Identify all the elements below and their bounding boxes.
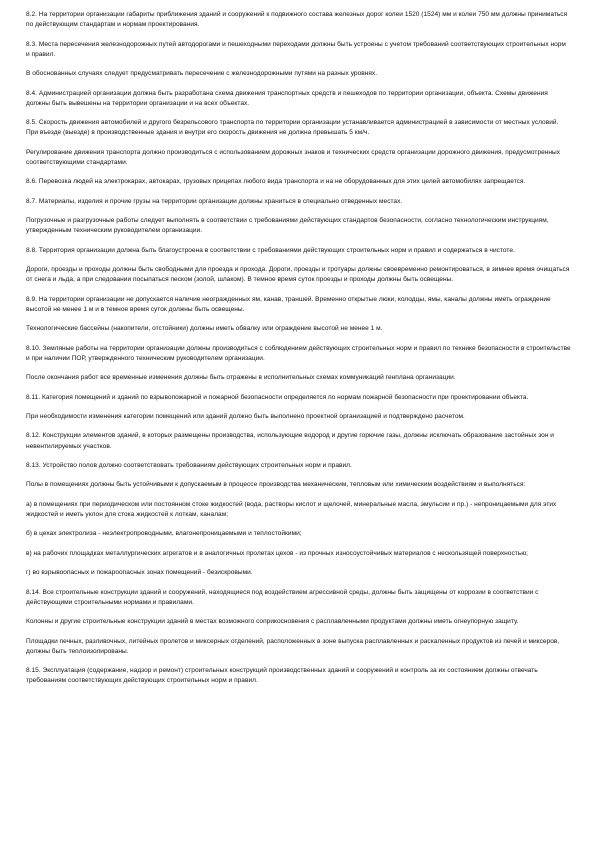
list-item-v: в) на рабочих площадках металлургических агрегатов и в аналогичных пролетах цехов - из прочных износоустойчивых материалов с нескользящей поверхностью; [26, 549, 528, 557]
document-page [26, 10, 571, 696]
paragraph-8-14: 8.14. Все строительные конструкции зданий и сооружений, находящиеся под воздействием агрессивной среды, должны быть защищены от коррозии в соответствии с действующими строительными нормами и правилами. [26, 588, 539, 606]
paragraph-8-14-note-2: Площадки печных, разливочных, литейных пролетов и миксерных отделений, расположенных в зоне выпуска расплавленных и раскаленных продуктов из печей и миксеров, должны быть теплоизолированы. [26, 637, 560, 655]
paragraph-8-8-note: Дороги, проезды и проходы должны быть свободными для проезда и прохода. Дороги, проезды и тротуары должны своевременно ремонтироваться, в зимнее время очищаться от снега и льда, а при следовании посыпаться песком (золой, шлаком). В темное время суток проезды и проходы должны быть освещены. [26, 266, 570, 284]
paragraph-8-11-note: При необходимости изменения категории помещений или зданий должно быть выполнено проектной организацией и подтверждено расчетом. [26, 413, 465, 421]
paragraph-8-3: 8.3. Места пересечения железнодорожных путей автодорогами и пешеходными переходами должны быть устроены с учетом требований соответствующих строительных норм и правил. [26, 40, 566, 58]
list-item-a: а) в помещениях при периодическом или постоянном стоке жидкостей (вода, растворы кислот и щелочей, минеральные масла, эмульсии и пр.) - непроницаемыми для этих жидкостей и иметь уклон для стока жидкостей к лоткам, каналам; [26, 500, 557, 519]
paragraph-8-14-note-1: Колонны и другие строительные конструкции зданий в местах возможного соприкосновения с расплавленными продуктами должны иметь огнеупорную защиту. [26, 618, 519, 626]
list-item-b: б) в цехах электролиза - неэлектропроводными, влагонепроницаемыми и теплостойкими; [26, 530, 302, 538]
paragraph-8-2: 8.2. На территории организации габариты приближения зданий и сооружений к подвижного состава железных дорог колеи 1520 (1524) мм и колеи 750 мм должны приниматься по действующим стандартам и нормам проектирования. [26, 11, 568, 29]
paragraph-8-13-note: Полы в помещениях должны быть устойчивыми к допускаемым в процессе производства механическим, тепловым или химическим воздействиям и выполняться: [26, 481, 526, 489]
paragraph-8-8: 8.8. Территория организации должна быть благоустроена в соответствии с требованиями действующих строительных норм и правил и содержаться в чистоте. [26, 246, 515, 254]
paragraph-8-3-note: В обоснованных случаях следует предусматривать пересечение с железнодорожными путями на разных уровнях. [26, 70, 378, 78]
paragraph-8-7: 8.7. Материалы, изделия и прочие грузы на территории организации должны храниться в специально отведенных местах. [26, 197, 403, 205]
paragraph-8-6: 8.6. Перевозка людей на электрокарах, автокарах, грузовых прицепах любого вида транспорта и на не оборудованных для этих целей автомобилях запрещается. [26, 178, 526, 186]
paragraph-8-13: 8.13. Устройство полов должно соответствовать требованиям действующих строительных норм и правил. [26, 462, 352, 470]
paragraph-8-7-note: Погрузочные и разгрузочные работы следует выполнять в соответствии с требованиями действующих стандартов безопасности, согласно технологическим инструкциям, утвержденным техническим руководителем организации. [26, 217, 549, 235]
paragraph-8-5-note: Регулирование движения транспорта должно производиться с использованием дорожных знаков и технических средств организации дорожного движения, предусмотренных соответствующими стандартами. [26, 148, 561, 166]
paragraph-8-15: 8.15. Эксплуатация (содержание, надзор и ремонт) строительных конструкций производственных зданий и сооружений и контроль за их состоянием должны отвечать требованиям соответствующих действующих строительных норм и правил. [26, 667, 538, 685]
paragraph-8-10-note: После окончания работ все временные изменения должны быть отражены в исполнительных схемах коммуникаций генплана организации. [26, 374, 456, 382]
paragraph-8-11: 8.11. Категория помещений и зданий по взрывопожарной и пожарной безопасности определяется по нормам пожарной безопасности при проектировании объекта. [26, 393, 529, 401]
paragraph-8-12: 8.12. Конструкции элементов зданий, в которых размещены производства, использующие водород и другие горючие газы, должны исключать образование застойных зон и невентилируемых участков. [26, 432, 554, 450]
paragraph-8-9: 8.9. На территории организации не допускается наличие неогражденных ям, канав, траншей. Временно открытые люки, колодцы, ямы, каналы должны иметь ограждение высотой не менее 1 м и в темное время суток должны быть освещены. [26, 295, 551, 313]
paragraph-8-10: 8.10. Земляные работы на территории организации должны производиться с соблюдением действующих строительных норм и правил по технике безопасности в строительстве и при наличии ПОР, утвержденного техническим руководителем организации. [26, 344, 571, 362]
paragraph-8-9-note: Технологические бассейны (накопители, отстойники) должны иметь обвалку или ограждение высотой не менее 1 м. [26, 325, 383, 333]
paragraph-8-4: 8.4. Администрацией организации должна быть разработана схема движения транспортных средств и пешеходов по территории организации, объекта. Схемы движения должны быть вывешены на территории организации и на всех объектах. [26, 89, 548, 107]
list-item-g: г) во взрывоопасных и пожароопасных зонах помещений - безискровыми. [26, 569, 253, 577]
paragraph-8-5: 8.5. Скорость движения автомобилей и другого безрельсового транспорта по территории организации устанавливается администрацией в зависимости от местных условий. При въезде (выезде) в производственные здания и внутри его скорость движения не должна превышать 5 км/ч. [26, 119, 559, 137]
